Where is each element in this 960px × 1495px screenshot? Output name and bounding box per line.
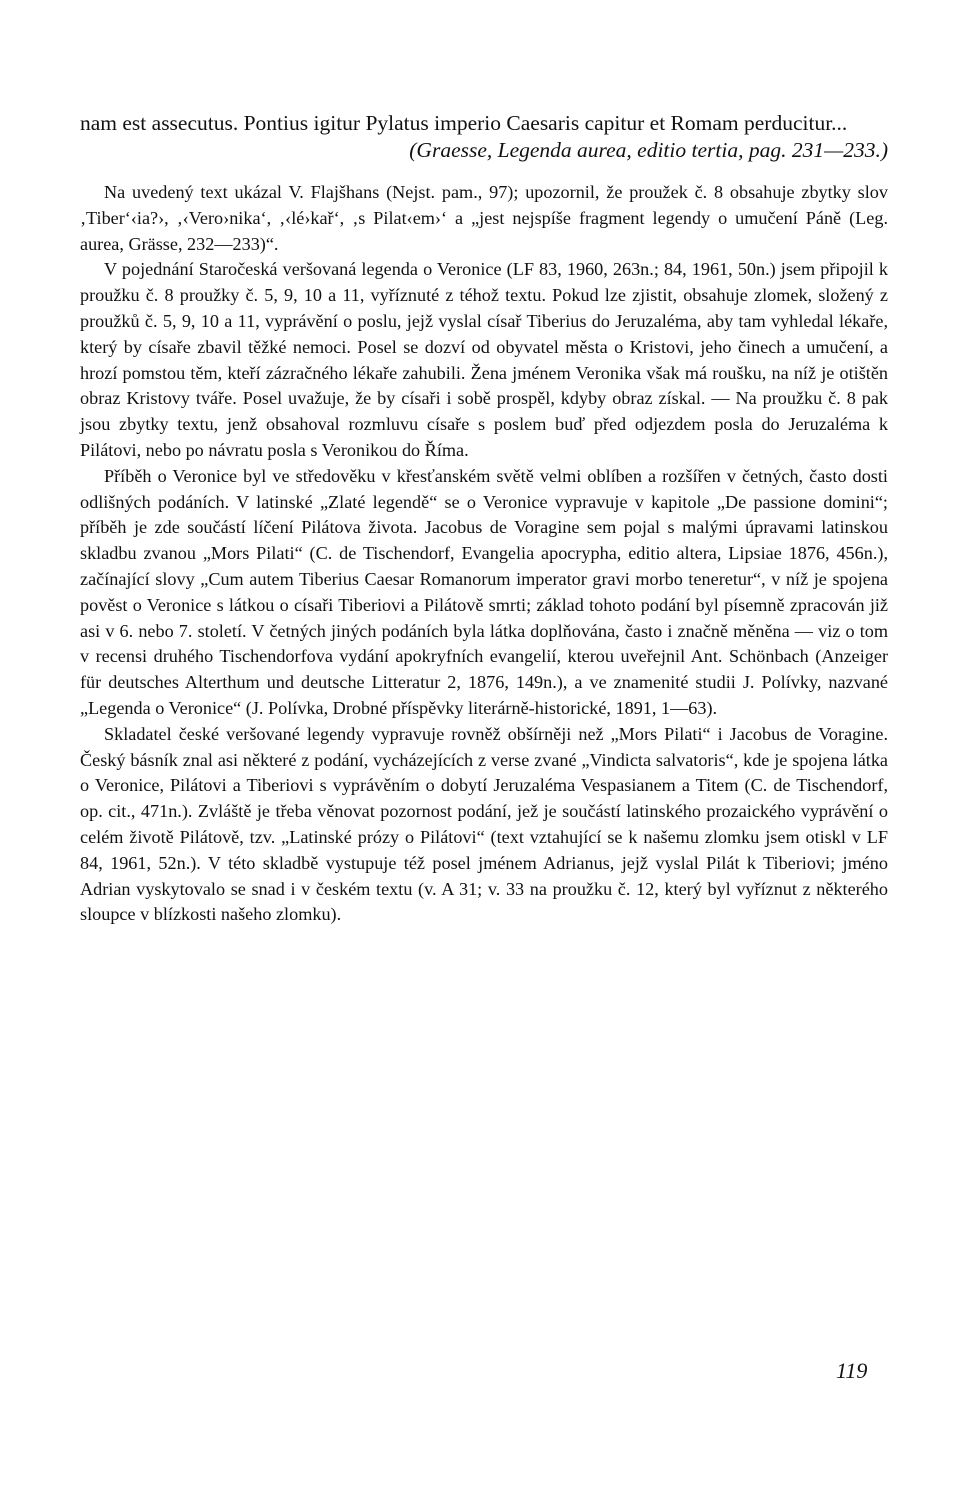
paragraph-1: Na uvedený text ukázal V. Flajšhans (Nejst. pam., 97); upozornil, že proužek č. 8 obsahuje zbytky slov ‚Tiber‘‹ia?›, ‚‹Vero›nika‘, ‚‹lé›kař‘, ‚s Pilat‹em›‘ a „jest nejspíše fragment legendy o umučení Páně (Leg. aurea, Grässe, 232—233)“.: [80, 182, 888, 254]
paragraph-4: Skladatel české veršované legendy vypravuje rovněž obšírněji než „Mors Pilati“ i Jacobus de Voragine. Český básník znal asi některé z podání, vycházejících z verse zvané „Vindicta salvatoris“, kde je spojena látka o Veronice, Pilátovi a Tiberiovi s vyprávěním o dobytí Jeruzaléma Vespasianem a Titem (C. de Tischendorf, op. cit., 471n.). Zvláště je třeba věnovat pozornost podání, jež je součástí latinského prozaického vyprávění o celém životě Pilátově, tzv. „Latinské prózy o Pilátovi“ (text vztahující se k našemu zlomku jsem otiskl v LF 84, 1961, 52n.). V této skladbě vystupuje též posel jménem Adrianus, jejž vyslal Pilát k Tiberiovi; jméno Adrian vyskytovalo se snad i v českém textu (v. A 31; v. 33 na proužku č. 12, který byl vyříznut z některého sloupce v blízkosti našeho zlomku).: [80, 723, 888, 925]
page-number: 119: [836, 1358, 868, 1383]
latin-quote: nam est assecutus. Pontius igitur Pylatus imperio Caesaris capitur et Romam perducitur...: [80, 111, 848, 135]
quote-citation: (Graesse, Legenda aurea, editio tertia, pag. 231—233.): [409, 138, 888, 162]
paragraph-2: V pojednání Staročeská veršovaná legenda o Veronice (LF 83, 1960, 263n.; 84, 1961, 50n.) jsem připojil k proužku č. 8 proužky č. 5, 9, 10 a 11, vyříznuté z téhož textu. Pokud lze zjistit, obsahuje zlomek, složený z proužků č. 5, 9, 10 a 11, vyprávění o poslu, jejž vyslal císař Tiberius do Jeruzaléma, aby tam vyhledal lékaře, který by císaře zbavil těžké nemoci. Posel se dozví od obyvatel města o Kristovi, jeho činech a umučení, a hrozí pomstou těm, kteří zázračného lékaře zahubili. Žena jménem Veronika však má roušku, na níž je otištěn obraz Kristovy tváře. Posel uvažuje, že by císaři i sobě prospěl, kdyby obraz získal. — Na proužku č. 8 pak jsou zbytky textu, jenž obsahoval rozmluvu císaře s poslem buď před odjezdem posla do Jeruzaléma k Pilátovi, nebo po návratu posla s Veronikou do Říma.: [80, 259, 888, 460]
body-text: [80, 180, 888, 928]
paragraph-3: Příběh o Veronice byl ve středověku v křesťanském světě velmi oblíben a rozšířen v četných, často dosti odlišných podáních. V latinské „Zlaté legendě“ se o Veronice vypravuje v kapitole „De passione domini“; příběh je zde součástí líčení Pilátova života. Jacobus de Voragine sem pojal s malými úpravami latinskou skladbu zvanou „Mors Pilati“ (C. de Tischendorf, Evangelia apocrypha, editio altera, Lipsiae 1876, 456n.), začínající slovy „Cum autem Tiberius Caesar Romanorum imperator gravi morbo teneretur“, v níž je spojena pověst o Veronice s látkou o císaři Tiberiovi a Pilátově smrti; základ tohoto podání byl písemně zpracován již asi v 6. nebo 7. století. V četných jiných podáních byla látka doplňována, často i značně měněna — viz o tom v recensi druhého Tischendorfova vydání apokryfních evangelií, kterou uveřejnil Ant. Schönbach (Anzeiger für deutsches Alterthum und deutsche Litteratur 2, 1876, 149n.), a ve znamenité studii J. Polívky, nazvané „Legenda o Veronice“ (J. Polívka, Drobné příspěvky literárně-historické, 1891, 1—63).: [80, 465, 888, 718]
page-content: [80, 110, 888, 928]
